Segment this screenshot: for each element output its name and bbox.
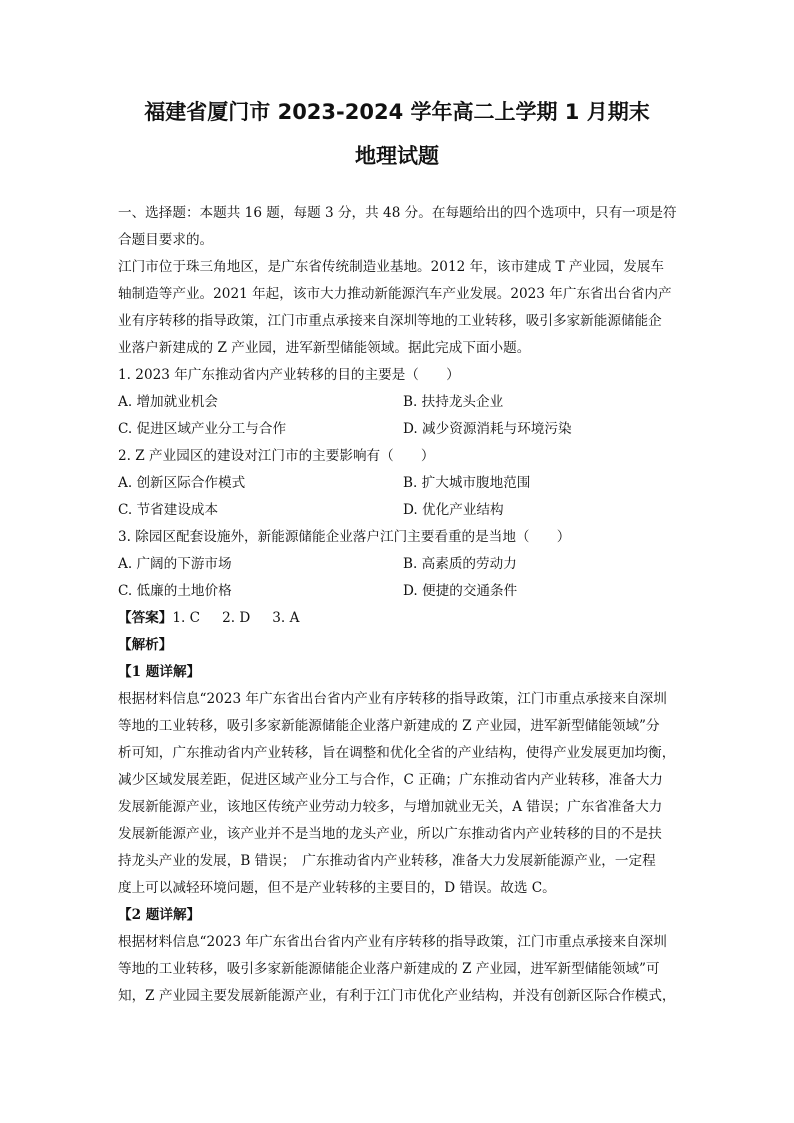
question-stem: 2. Z 产业园区的建设对江门市的主要影响有（ ） [118,448,435,464]
option-row [118,470,678,497]
section-heading-line: 一、选择题：本题共 16 题，每题 3 分，共 48 分。在每题给出的四个选项中，只有一项是符 [118,205,677,221]
q1-detail-line: 发展新能源产业，该产业并不是当地的龙头产业，所以广东推动省内产业转移的目的不是扶 [118,826,662,842]
q1-detail-line: 发展新能源产业，该地区传统产业劳动力较多，与增加就业无关，A 错误；广东省准备大力 [118,799,663,815]
question-stem: 3. 除园区配套设施外，新能源储能企业落户江门主要看重的是当地（ ） [118,529,571,545]
q1-detail-line: 等地的工业转移，吸引多家新能源储能企业落户新建成的 Z 产业园，进军新型储能领域”分 [118,718,660,734]
option-d: D. 便捷的交通条件 [403,583,518,599]
option-row [118,578,678,605]
q2-detail-line: 知，Z 产业园主要发展新能源产业，有利于江门市优化产业结构，并没有创新区际合作模式， [118,988,676,1004]
option-c: C. 促进区域产业分工与合作 [118,421,287,437]
question-stem: 1. 2023 年广东推动省内产业转移的目的主要是（ ） [118,367,460,383]
q1-detail-line: 持龙头产业的发展，B 错误； 广东推动省内产业转移，准备大力发展新能源产业，一定程 [118,853,656,869]
q2-detail-line: 等地的工业转移，吸引多家新能源储能企业落户新建成的 Z 产业园，进军新型储能领域”可 [118,961,660,977]
option-b: B. 扩大城市腹地范围 [403,475,531,491]
option-a: A. 创新区际合作模式 [118,475,246,491]
q1-detail-label: 【1 题详解】 [118,664,201,680]
option-row [118,416,678,443]
option-row [118,497,678,524]
q2-detail-line: 根据材料信息“2023 年广东省出台省内产业有序转移的指导政策，江门市重点承接来自深圳 [118,934,667,950]
section-heading-line: 合题目要求的。 [118,232,214,248]
material-line: 江门市位于珠三角地区，是广东省传统制造业基地。2012 年，该市建成 T 产业园，发展车 [118,259,664,275]
q1-detail-line: 根据材料信息“2023 年广东省出台省内产业有序转移的指导政策，江门市重点承接来自深圳 [118,691,667,707]
answer-1: 1. C [172,610,201,626]
material-line: 业有序转移的指导政策，江门市重点承接来自深圳等地的工业转移，吸引多家新能源储能企 [118,313,662,329]
document-body [118,200,678,1010]
material-line: 轴制造等产业。2021 年起，该市大力推动新能源汽车产业发展。2023 年广东省出台省内产 [118,286,672,302]
document-subtitle: 地理试题 [355,144,439,168]
document-title: 福建省厦门市 2023-2024 学年高二上学期 1 月期末 [144,100,650,124]
option-a: A. 广阔的下游市场 [118,556,232,572]
q2-detail-label: 【2 题详解】 [118,907,201,923]
option-d: D. 优化产业结构 [403,502,504,518]
option-row [118,389,678,416]
option-c: C. 节省建设成本 [118,502,219,518]
material-line: 业落户新建成的 Z 产业园，进军新型储能领域。据此完成下面小题。 [118,340,531,356]
answer-2: 2. D [222,610,251,626]
option-b: B. 高素质的劳动力 [403,556,517,572]
answer-line [118,605,678,632]
option-c: C. 低廉的土地价格 [118,583,232,599]
analysis-label: 【解析】 [118,637,173,653]
q1-detail-line: 度上可以减轻环境问题，但不是产业转移的主要目的，D 错误。故选 C。 [118,880,556,896]
option-row [118,551,678,578]
answer-label: 【答案】 [118,610,173,626]
answer-3: 3. A [272,610,300,626]
option-b: B. 扶持龙头企业 [403,394,504,410]
q1-detail-line: 析可知，广东推动省内产业转移，旨在调整和优化全省的产业结构，使得产业发展更加均衡， [118,745,676,761]
option-d: D. 减少资源消耗与环境污染 [403,421,572,437]
option-a: A. 增加就业机会 [118,394,219,410]
q1-detail-line: 减少区域发展差距，促进区域产业分工与合作，C 正确；广东推动省内产业转移，准备大力 [118,772,663,788]
